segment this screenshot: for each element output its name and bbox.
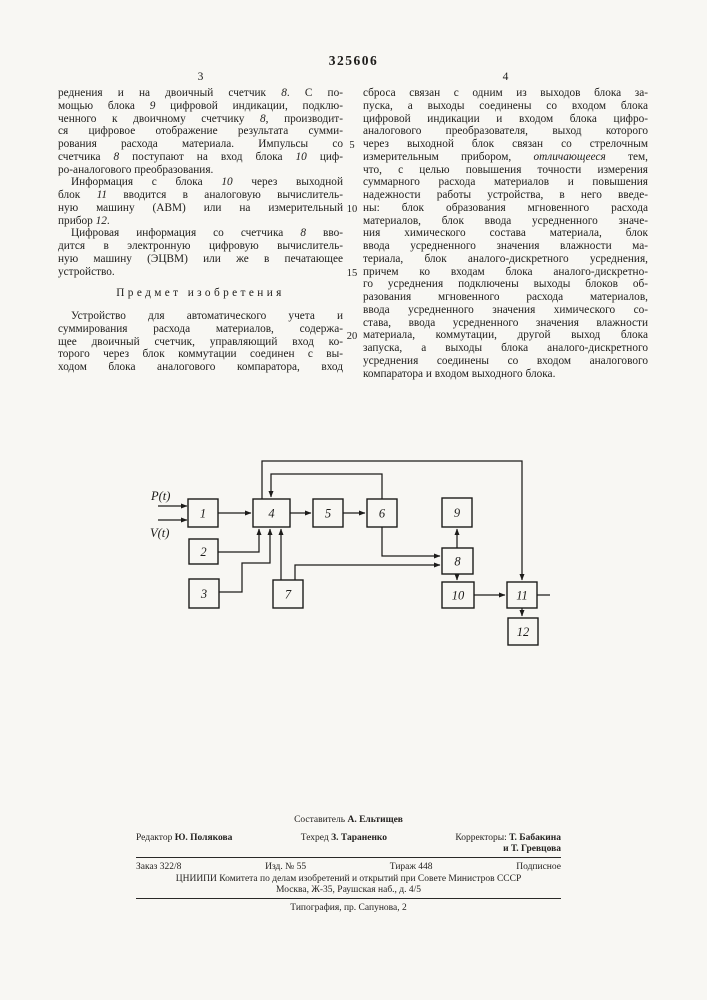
- text-line: Цифровая информация со счетчика 8 вво-: [71, 227, 343, 240]
- gutter-line-number: 20: [346, 331, 358, 342]
- wire-7-to-8: [295, 565, 440, 580]
- text-line: ченного к двоичному счетчику 8, производит-: [58, 112, 343, 125]
- wire-6-to-8: [382, 527, 440, 556]
- text-line: мощью блока 9 цифровой индикации, подклю-: [58, 99, 343, 112]
- text-line: ввода усредненного значения влажности ма-: [363, 240, 648, 252]
- footer-divider-top: [136, 857, 561, 858]
- editor-credit: [136, 833, 232, 855]
- imprint-row: [136, 862, 561, 873]
- block-9-label: 9: [453, 506, 461, 520]
- text-line: ся цифровое отображение результата сумми-: [58, 125, 343, 138]
- gutter-line-number: 5: [349, 140, 355, 151]
- text-line: измерительным прибором, отличающееся тем,: [363, 150, 649, 163]
- correctors-credit: [455, 833, 561, 855]
- text-line: Информация с блока 10 через выходной: [71, 176, 344, 189]
- printing-house-line: Типография, пр. Сапунова, 2: [290, 903, 407, 913]
- text-line: материалов, блок ввода усредненного значе-: [363, 214, 648, 227]
- block-6-label: 6: [378, 506, 386, 521]
- text-line: реднения и на двоичный счетчик 8. С по-: [58, 87, 343, 99]
- print-run: Тираж 448: [389, 862, 433, 872]
- order-number: Заказ 322/8: [136, 862, 182, 872]
- text-line: дится в электронную цифровую вычислитель-: [58, 240, 343, 252]
- text-line: компаратора и входом выходного блока.: [363, 367, 556, 380]
- techred-name: З. Тараненко: [331, 833, 388, 843]
- text-line: ную машину (ЭЦВМ) или же в печатающее: [58, 252, 343, 265]
- wire-3-to-4: [219, 529, 270, 592]
- text-line: ную машину (АВМ) или на измерительный: [58, 201, 343, 214]
- text-line: Устройство для автоматического учета и: [71, 310, 343, 322]
- text-line: надежности работы устройства, в него введе-: [363, 189, 648, 201]
- issue-number: Изд. № 55: [265, 862, 307, 872]
- subscription: Подписное: [516, 862, 561, 872]
- wire-4-to-11-feedback: [262, 461, 522, 580]
- gutter-line-number: 10: [346, 204, 358, 215]
- patent-number: 325606: [328, 53, 379, 68]
- address-line: Москва, Ж-35, Раушская наб., д. 4/5: [276, 885, 421, 895]
- credits-row: [136, 833, 561, 855]
- imprint-footer: [136, 815, 561, 914]
- correctors-name-2: и Т. Гревцова: [503, 844, 561, 854]
- text-line: сброса связан с одним из выходов блока за-: [363, 87, 648, 99]
- page-number-right: 4: [502, 71, 509, 83]
- text-line: ввода усредненного значения химического со-: [363, 303, 648, 316]
- text-line: через выходной блок связан со стрелочным: [363, 138, 648, 150]
- gutter-line-number: 15: [346, 268, 358, 279]
- text-line: щее двоичный счетчик, управляющий вход ко-: [58, 335, 343, 348]
- text-line: усреднения соединены со входом аналогового: [363, 354, 648, 367]
- text-line: ро-аналогового преобразования.: [58, 163, 214, 176]
- block-11-label: 11: [516, 588, 528, 603]
- text-line: прибор 12.: [58, 214, 110, 227]
- text-line: запуска, а выходы блока аналого-дискретного: [363, 342, 648, 354]
- text-line: материала, коммутации, другой выход блока: [363, 329, 648, 342]
- composer-credit: [136, 815, 561, 826]
- composer-label: Составитель: [294, 815, 346, 825]
- page-number-left: 3: [197, 71, 204, 83]
- text-line: торого через блок коммутации соединен с вы-: [58, 348, 343, 361]
- text-line: аналогового преобразователя, выход которого: [363, 125, 648, 138]
- editor-name: Ю. Полякова: [174, 833, 233, 843]
- correctors-label: Корректоры:: [455, 833, 507, 843]
- text-line: счетчика 8 поступают на вход блока 10 циф-: [58, 150, 343, 163]
- block-10-label: 10: [451, 588, 465, 603]
- input-label-v: V(t): [150, 526, 170, 540]
- section-heading: Предмет изобретения: [116, 287, 285, 300]
- text-line: причем ко входам блока аналого-дискретно-: [363, 265, 648, 278]
- editor-label: Редактор: [136, 833, 173, 843]
- text-line: разования мгновенного расхода материалов,: [363, 291, 648, 303]
- block-diagram: [140, 450, 560, 665]
- text-line: суммарного расхода материалов и повышения: [363, 176, 648, 189]
- column-right-text: [363, 87, 648, 380]
- text-line: ходом блока аналогового компаратора, вход: [58, 361, 343, 373]
- text-line: ны: блок образования мгновенного расхода: [363, 201, 648, 214]
- techred-credit: [301, 833, 387, 855]
- text-line: ния химического состава материала, блок: [363, 227, 648, 240]
- wire-6-to-4-feedback: [271, 474, 382, 499]
- text-line: устройство.: [58, 265, 115, 278]
- block-2-label: 2: [200, 545, 207, 559]
- composer-name: А. Ельтищев: [347, 815, 403, 825]
- column-left-text: [58, 87, 343, 374]
- text-line: рования расхода материала. Импульсы со: [58, 138, 343, 150]
- block-7-label: 7: [284, 587, 292, 602]
- block-1-label: 1: [199, 506, 207, 521]
- block-12-label: 12: [516, 625, 530, 639]
- text-line: что, с целью повышения точности измерения: [363, 163, 648, 176]
- block-4-label: 4: [268, 506, 275, 521]
- text-line: го усреднения подключены выходы блоков об-: [363, 278, 648, 291]
- footer-divider-bottom: [136, 898, 561, 899]
- techred-label: Техред: [300, 833, 329, 843]
- block-5-label: 5: [324, 506, 332, 521]
- correctors-name-1: Т. Бабакина: [509, 833, 561, 843]
- input-label-p: P(t): [151, 489, 171, 503]
- text-line: пуска, а выходы соединены со входом блока: [363, 99, 648, 112]
- text-line: суммирования расхода материалов, содержа-: [58, 322, 343, 335]
- wire-2-to-4: [218, 529, 259, 552]
- block-8-label: 8: [454, 554, 461, 569]
- text-line: цифровой индикации и входом блока цифро-: [363, 112, 648, 125]
- organization-line: ЦНИИПИ Комитета по делам изобретений и открытий при Совете Министров СССР: [175, 874, 522, 884]
- text-line: става, ввода усредненного значения влажности: [363, 316, 648, 329]
- block-3-label: 3: [200, 587, 208, 601]
- text-line: блок 11 вводится в аналоговую вычислитель-: [58, 189, 343, 201]
- diagram-blocks: [188, 498, 538, 645]
- text-line: териала, блок аналого-дискретного усреднения,: [363, 252, 648, 265]
